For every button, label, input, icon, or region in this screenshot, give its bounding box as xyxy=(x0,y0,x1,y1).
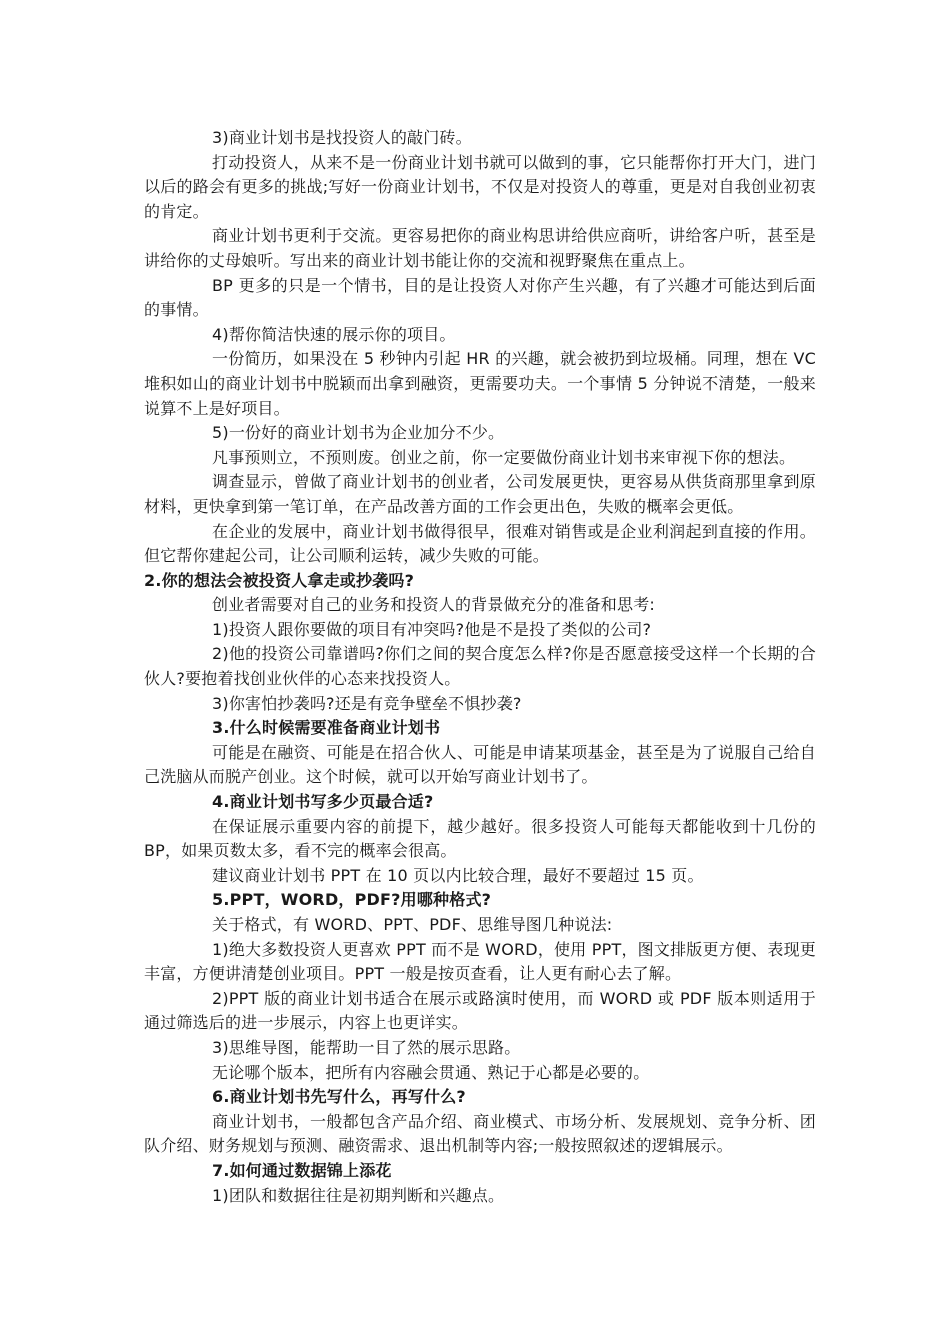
paragraph-3: 商业计划书更利于交流。更容易把你的商业构思讲给供应商听，讲给客户听，甚至是讲给你的丈母娘听。写出来的商业计划书能让你的交流和视野聚焦在重点上。 xyxy=(144,226,816,270)
paragraph-30: 1)团队和数据往往是初期判断和兴趣点。 xyxy=(212,1185,505,1205)
paragraph-6: 一份简历，如果没在 5 秒钟内引起 HR 的兴趣，就会被扔到垃圾桶。同理，想在 VC 堆积如山的商业计划书中脱颖而出拿到融资，更需要功夫。一个事情 5 分钟说不清楚，一般来说算不上是好项目。 xyxy=(144,349,816,418)
paragraph-7: 5)一份好的商业计划书为企业加分不少。 xyxy=(212,423,505,443)
paragraph-9: 调查显示，曾做了商业计划书的创业者，公司发展更快，更容易从供货商那里拿到原材料，更快拿到第一笔订单，在产品改善方面的工作会更出色，失败的概率会更低。 xyxy=(144,472,816,516)
section-heading-6: 6.商业计划书先写什么，再写什么? xyxy=(212,1087,466,1107)
paragraph-5: 4)帮你简洁快速的展示你的项目。 xyxy=(212,324,456,344)
paragraph-19: 在保证展示重要内容的前提下，越少越好。很多投资人可能每天都能收到十几份的 BP，如果页数太多，看不完的概率会很高。 xyxy=(144,816,816,861)
document-body xyxy=(144,126,816,1208)
paragraph-26: 无论哪个版本，把所有内容融会贯通、熟记于心都是必要的。 xyxy=(212,1062,650,1082)
section-heading-3: 3.什么时候需要准备商业计划书 xyxy=(212,718,441,738)
paragraph-8: 凡事预则立，不预则废。创业之前，你一定要做份商业计划书来审视下你的想法。 xyxy=(212,447,796,467)
paragraph-23: 1)绝大多数投资人更喜欢 PPT 而不是 WORD，使用 PPT，图文排版更方便、表现更丰富，方便讲清楚创业项目。PPT 一般是按页查看，让人更有耐心去了解。 xyxy=(144,939,816,984)
paragraph-22: 关于格式，有 WORD、PPT、PDF、思维导图几种说法: xyxy=(212,915,613,934)
paragraph-4: BP 更多的只是一个情书，目的是让投资人对你产生兴趣，有了兴趣才可能达到后面的事情。 xyxy=(144,275,816,320)
paragraph-24: 2)PPT 版的商业计划书适合在展示或路演时使用，而 WORD 或 PDF 版本则适用于通过筛选后的进一步展示，内容上也更详实。 xyxy=(144,988,816,1033)
paragraph-15: 3)你害怕抄袭吗?还是有竞争壁垒不惧抄袭? xyxy=(212,693,522,713)
paragraph-2: 打动投资人，从来不是一份商业计划书就可以做到的事，它只能帮你打开大门，进门以后的路会有更多的挑战;写好一份商业计划书，不仅是对投资人的尊重，更是对自我创业初衷的肯定。 xyxy=(144,152,816,221)
paragraph-20: 建议商业计划书 PPT 在 10 页以内比较合理，最好不要超过 15 页。 xyxy=(212,865,704,885)
section-heading-5: 5.PPT，WORD，PDF?用哪种格式? xyxy=(212,890,492,910)
paragraph-1: 3)商业计划书是找投资人的敲门砖。 xyxy=(212,128,472,147)
section-heading-7: 7.如何通过数据锦上添花 xyxy=(212,1160,392,1180)
paragraph-28: 商业计划书，一般都包含产品介绍、商业模式、市场分析、发展规划、竞争分析、团队介绍、财务规划与预测、融资需求、退出机制等内容;一般按照叙述的逻辑展示。 xyxy=(144,1111,816,1156)
paragraph-13: 1)投资人跟你要做的项目有冲突吗?他是不是投了类似的公司? xyxy=(212,619,652,639)
paragraph-12: 创业者需要对自己的业务和投资人的背景做充分的准备和思考: xyxy=(212,595,655,615)
paragraph-17: 可能是在融资、可能是在招合伙人、可能是申请某项基金，甚至是为了说服自己给自己洗脑从而脱产创业。这个时候，就可以开始写商业计划书了。 xyxy=(144,742,816,787)
section-heading-2: 2.你的想法会被投资人拿走或抄袭吗? xyxy=(144,570,415,590)
paragraph-25: 3)思维导图，能帮助一目了然的展示思路。 xyxy=(212,1037,521,1057)
paragraph-10: 在企业的发展中，商业计划书做得很早，很难对销售或是企业利润起到直接的作用。但它帮你建起公司，让公司顺利运转，减少失败的可能。 xyxy=(144,521,816,566)
section-heading-4: 4.商业计划书写多少页最合适? xyxy=(212,792,434,812)
paragraph-14: 2)他的投资公司靠谱吗?你们之间的契合度怎么样?你是否愿意接受这样一个长期的合伙人?要抱着找创业伙伴的心态来找投资人。 xyxy=(144,644,816,689)
